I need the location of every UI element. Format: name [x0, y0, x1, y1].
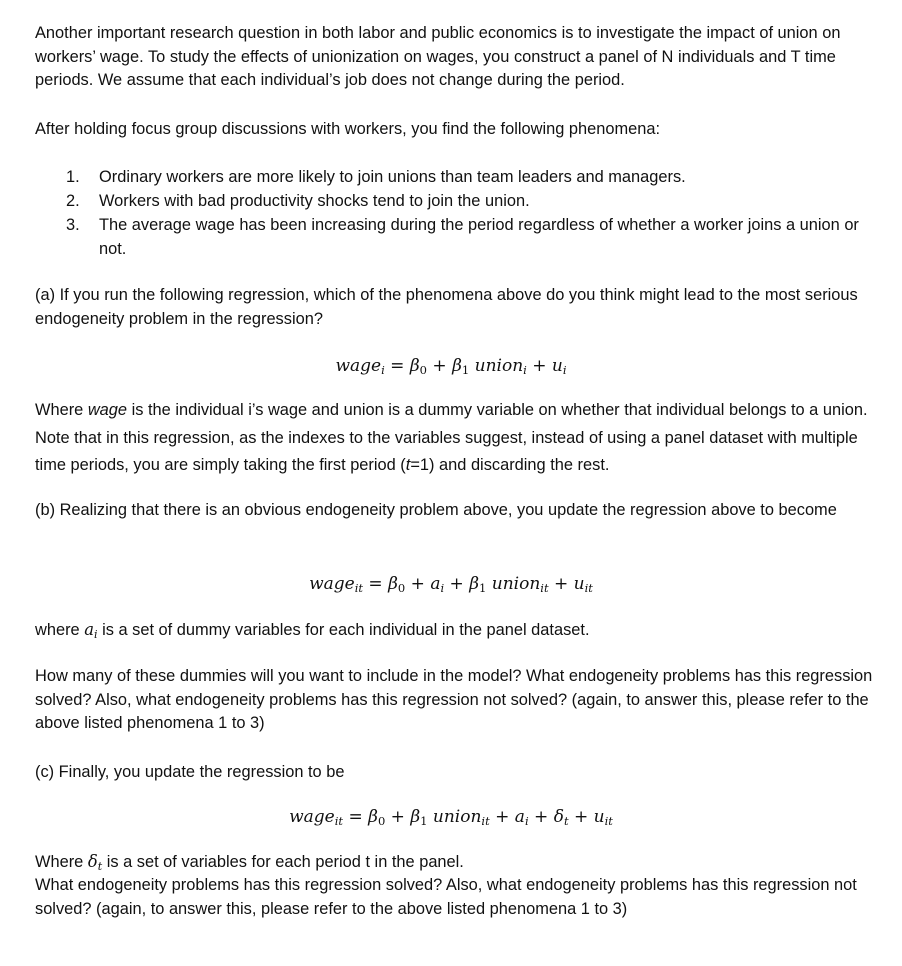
- list-number: 2.: [66, 192, 80, 210]
- discussion-sentence: After holding focus group discussions with workers, you find the following phenomena:: [35, 120, 661, 138]
- list-item: [66, 189, 866, 213]
- part-c-follow-up: What endogeneity problems has this regression solved? Also, what endogeneity problems has this regression not solved? (again, to answer this, please refer to the above listed phenomena 1 to 3): [35, 876, 857, 918]
- intro-paragraph: Another important research question in both labor and public economics is to investigate the impact of union on workers’ wage. To study the effects of unionization on wages, you construct a panel of N individuals and T time periods. We assume that each individual’s job does not change during the period.: [35, 24, 841, 89]
- list-text: The average wage has been increasing during the period regardless of whether a worker joins a union or not.: [99, 216, 859, 258]
- list-item: [66, 213, 866, 261]
- part-b-where: where $a_i$ is a set of dummy variables for each individual in the panel dataset.: [35, 620, 590, 641]
- equation-c: wage$_{it}$ = $\beta_0 + \beta_1$ union$_{it}$ + $a_i + \delta_t + u_{it}$: [289, 807, 613, 828]
- part-a-question: (a) If you run the following regression, which of the phenomena above do you think might lead to the most serious endogeneity problem in the regression?: [35, 286, 858, 328]
- list-text: Workers with bad productivity shocks tend to join the union.: [99, 192, 530, 210]
- part-a-explanation: Where wage is the individual i’s wage and union is a dummy variable on whether that individual belongs to a union. Note that in this regression, as the indexes to the variables suggest, instead of using a panel dataset with multiple time periods, you are simply taking the first period (t=1) and discarding the rest.: [35, 401, 868, 474]
- part-c-question: (c) Finally, you update the regression to be: [35, 763, 345, 781]
- part-b-question: (b) Realizing that there is an obvious endogeneity problem above, you update the regression above to become: [35, 501, 837, 519]
- equation-a: wage$_i$ = $\beta_0 + \beta_1$ union$_i$ + $u_i$: [335, 356, 567, 377]
- part-b-follow-up: How many of these dummies will you want to include in the model? What endogeneity problems has this regression solved? Also, what endogeneity problems has this regression not solved? (again, to answer this, please refer to the above listed phenomena 1 to 3): [35, 667, 873, 732]
- list-item: [66, 165, 866, 189]
- part-c-where: Where $\delta_t$ is a set of variables for each period t in the panel.: [35, 852, 464, 873]
- list-number: 3.: [66, 216, 80, 234]
- equation-b: wage$_{it}$ = $\beta_0 + a_i + \beta_1$ union$_{it}$ + $u_{it}$: [309, 574, 593, 595]
- list-number: 1.: [66, 168, 80, 186]
- phenomena-list: [66, 165, 866, 261]
- list-text: Ordinary workers are more likely to join unions than team leaders and managers.: [99, 168, 686, 186]
